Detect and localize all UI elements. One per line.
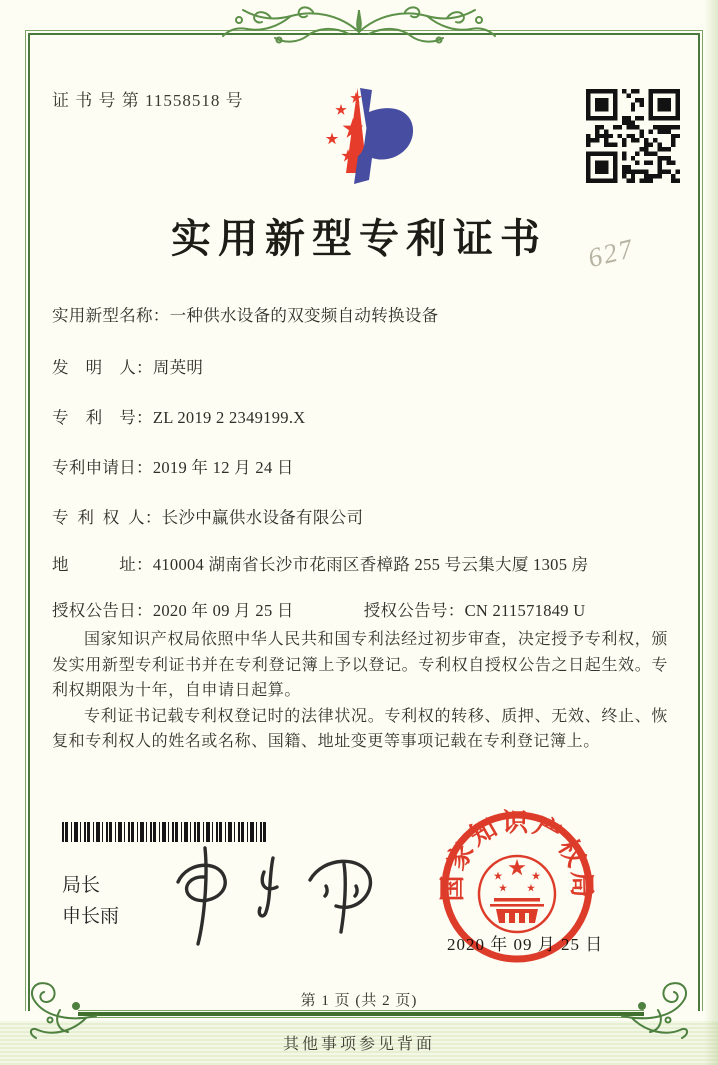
field-label: 专利申请日： — [52, 458, 153, 477]
legal-paragraph-1: 国家知识产权局依照中华人民共和国专利法经过初步审查，决定授予专利权，颁发实用新型专利证书并在专利登记簿上予以登记。专利权自授权公告之日起生效。专利权期限为十年，自申请日起算。 — [52, 631, 668, 699]
field-value: 一种供水设备的双变频自动转换设备 — [169, 306, 439, 325]
director-title: 局长 — [62, 875, 101, 896]
field-label: 专 利 号： — [52, 408, 153, 427]
certificate-title: 实用新型专利证书 — [171, 216, 547, 261]
field-label: 专 利 权 人： — [52, 508, 162, 527]
field-label: 实用新型名称： — [52, 306, 170, 325]
field-value: CN 211571849 U — [464, 601, 586, 620]
page-info: 第 1 页 (共 2 页) — [300, 993, 418, 1009]
legal-text — [52, 627, 668, 755]
certificate-number: 证 书 号 第 11558518 号 — [52, 91, 244, 110]
legal-paragraph-2: 专利证书记载专利权登记时的法律状况。专利权的转移、质押、无效、终止、恢复和专利权人的姓名或名称、国籍、地址变更等事项记载在专利登记簿上。 — [52, 707, 668, 750]
national-emblem — [479, 856, 555, 932]
field-label: 授权公告日： — [52, 601, 153, 620]
director-signature — [160, 838, 385, 948]
director-name: 申长雨 — [62, 906, 120, 927]
field-value: 2020 年 09 月 25 日 — [152, 601, 294, 620]
field-value: ZL 2019 2 2349199.X — [152, 408, 306, 427]
back-note: 其他事项参见背面 — [282, 1036, 435, 1053]
field-value: 2019 年 12 月 24 日 — [152, 458, 294, 477]
field-address — [52, 551, 589, 575]
field-utility-model-name — [52, 302, 438, 326]
seal-text: 国家知识产权局 — [437, 808, 597, 902]
field-filing-date — [52, 454, 294, 478]
field-value: 长沙中赢供水设备有限公司 — [161, 508, 364, 527]
cnipa-logo — [298, 84, 420, 198]
seal-date: 2020 年 09 月 25 日 — [447, 935, 604, 954]
field-grant-publication — [52, 597, 586, 621]
field-label: 地 址： — [52, 555, 153, 574]
pencil-note: 627 — [584, 232, 638, 274]
cover-edge-tint — [704, 0, 718, 1065]
field-inventor — [52, 354, 203, 378]
field-patentee — [52, 504, 363, 528]
field-label: 授权公告号： — [363, 601, 465, 620]
qr-code — [586, 89, 680, 183]
field-label: 发 明 人： — [52, 358, 153, 377]
official-seal — [432, 802, 602, 972]
field-patent-number — [52, 404, 305, 428]
field-value: 410004 湖南省长沙市花雨区香樟路 255 号云集大厦 1305 房 — [152, 555, 589, 574]
bottom-border-band — [78, 1010, 644, 1018]
field-value: 周英明 — [152, 358, 204, 377]
